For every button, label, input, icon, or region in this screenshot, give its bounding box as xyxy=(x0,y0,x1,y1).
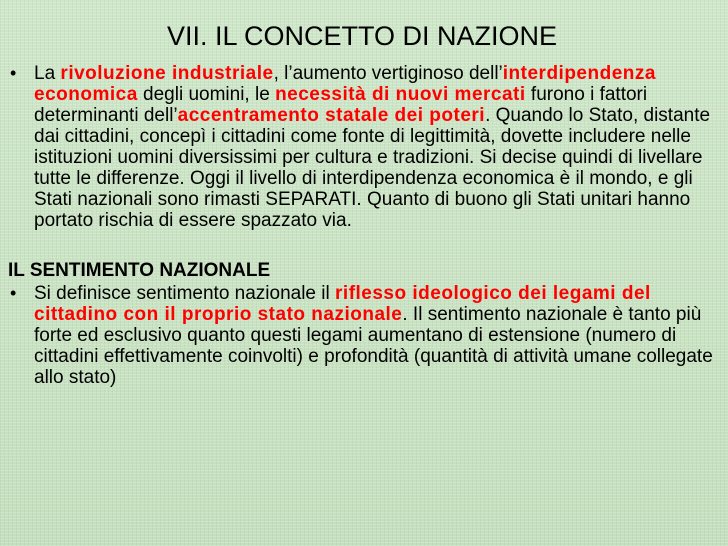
bullet-icon: • xyxy=(10,63,17,83)
slide-content xyxy=(8,63,720,388)
bullet-paragraph-1 xyxy=(8,63,720,231)
highlighted-term: riflesso ideologico dei legami del cittadino con il proprio stato nazionale xyxy=(34,283,651,325)
paragraph-text: La xyxy=(34,63,61,84)
paragraph-text: , l’aumento vertiginoso dell’ xyxy=(273,63,503,84)
highlighted-term: necessità di nuovi mercati xyxy=(275,84,526,105)
section-heading: IL SENTIMENTO NAZIONALE xyxy=(8,260,271,281)
highlighted-term: accentramento statale dei poteri xyxy=(177,105,486,126)
slide-title: VII. IL CONCETTO DI NAZIONE xyxy=(166,21,558,51)
paragraph-text: . Quando lo Stato, distante dai cittadini, concepì i cittadini come fonte di legittimità, dovette includere nelle istituzioni uomini diversissimi per cultura e tradizioni. Si decise quindi di livellare tutte le differenze. Oggi il livello di interdipendenza economica è il mondo, e gli Stati nazionali sono rimasti SEPARATI. Quanto di buono gli Stati unitari hanno portato rischia di essere spazzato via. xyxy=(34,105,711,231)
bullet-paragraph-2 xyxy=(8,283,720,388)
paragraph-text: degli uomini, le xyxy=(137,84,276,105)
paragraph-text: . Il sentimento nazionale è tanto più forte ed esclusivo quanto questi legami aumentano di estensione (numero di cittadini effettivamente coinvolti) e profondità (quantità di attività umane collegate allo stato) xyxy=(34,304,713,388)
highlighted-term: rivoluzione industriale xyxy=(60,63,274,84)
paragraph-text: Si definisce sentimento nazionale il xyxy=(34,283,336,304)
paragraph-text: furono i fattori determinanti dell’ xyxy=(34,84,648,126)
bullet-icon: • xyxy=(10,283,17,303)
highlighted-term: interdipendenza economica xyxy=(34,63,656,105)
